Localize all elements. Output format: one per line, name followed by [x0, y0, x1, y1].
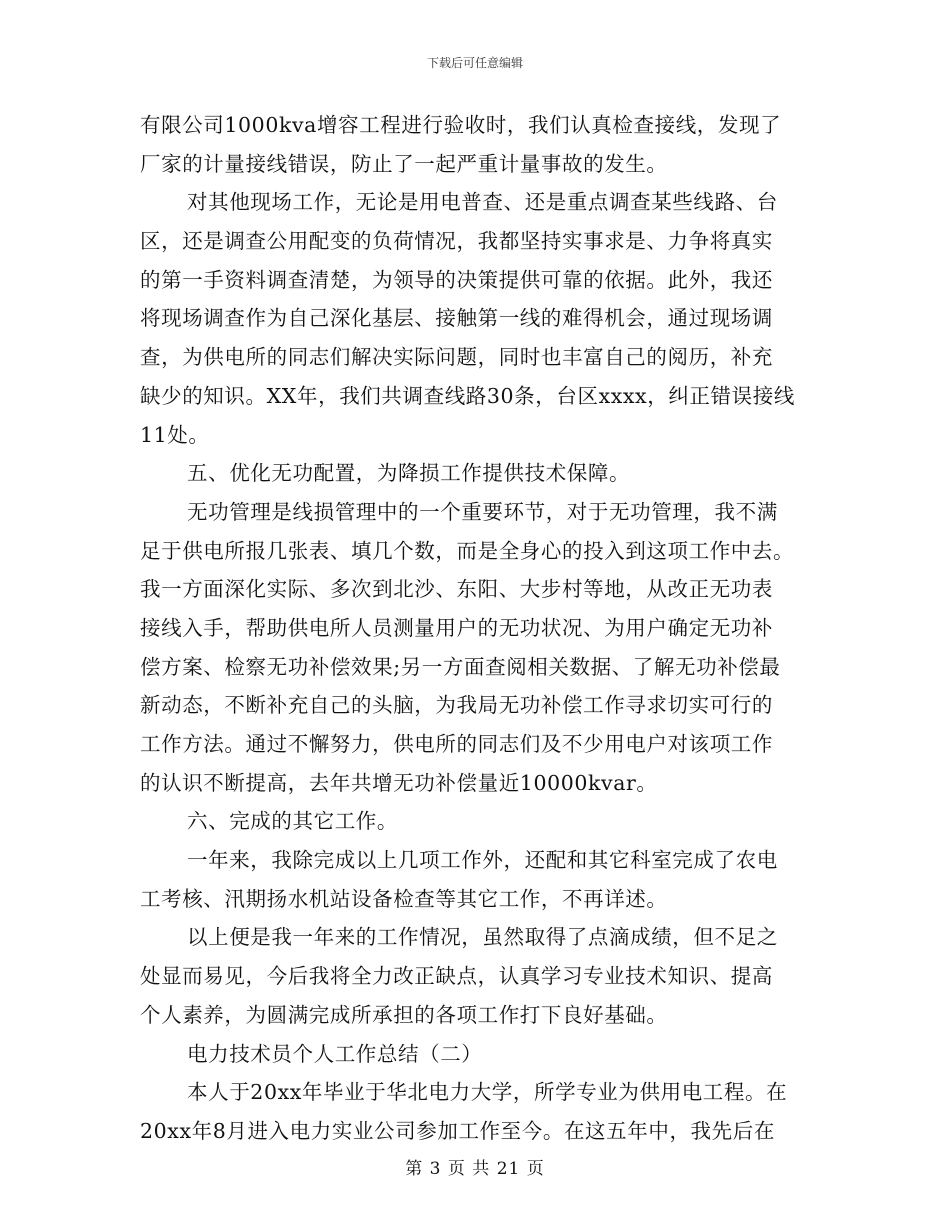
text-line: 11处。 — [140, 422, 210, 447]
text-line: 查，为供电所的同志们解决实际问题，同时也丰富自己的阅历，补充 — [140, 345, 773, 370]
text-line: 工考核、汛期扬水机站设备检查等其它工作，不再详述。 — [140, 886, 668, 911]
paragraph-start: 对其他现场工作，无论是用电普查、还是重点调查某些线路、台 — [187, 190, 778, 215]
section-heading: 五、优化无功配置，为降损工作提供技术保障。 — [187, 461, 631, 486]
text-line: 足于供电所报几张表、填几个数，而是全身心的投入到这项工作中去。 — [140, 538, 795, 563]
text-line: 有限公司1000kva增容工程进行验收时，我们认真检查接线，发现了 — [140, 113, 782, 137]
page-header: 下载后可任意编辑 — [426, 56, 523, 70]
section-heading: 六、完成的其它工作。 — [187, 809, 398, 834]
text-line: 接线入手，帮助供电所人员测量用户的无功状况、为用户确定无功补 — [140, 615, 773, 640]
text-line: 将现场调查作为自己深化基层、接触第一线的难得机会，通过现场调 — [140, 306, 773, 331]
text-line: 缺少的知识。XX年，我们共调查线路30条，台区xxxx，纠正错误接线 — [140, 383, 795, 408]
text-line: 区，还是调查公用配变的负荷情况，我都坚持实事求是、力争将真实 — [140, 229, 773, 254]
body-text — [140, 106, 820, 1151]
text-line: 新动态，不断补充自己的头脑，为我局无功补偿工作寻求切实可行的 — [140, 693, 773, 718]
text-line: 处显而易见，今后我将全力改正缺点，认真学习专业技术知识、提高 — [140, 964, 773, 989]
paragraph-start: 无功管理是线损管理中的一个重要环节，对于无功管理，我不满 — [187, 499, 778, 524]
paragraph-start: 本人于20xx年毕业于华北电力大学，所学专业为供用电工程。在 — [187, 1080, 788, 1105]
text-line: 我一方面深化实际、多次到北沙、东阳、大步村等地，从改正无功表 — [140, 577, 773, 602]
page-number-footer: 第 3 页 共 21 页 — [405, 1159, 545, 1179]
document-subtitle: 电力技术员个人工作总结（二） — [187, 1041, 483, 1066]
paragraph-start: 一年来，我除完成以上几项工作外，还配和其它科室完成了农电 — [187, 848, 778, 873]
paragraph-start: 以上便是我一年来的工作情况，虽然取得了点滴成绩，但不足之 — [187, 925, 778, 950]
text-line: 20xx年8月进入电力实业公司参加工作至今。在这五年中，我先后在 — [140, 1118, 775, 1143]
text-line: 偿方案、检察无功补偿效果;另一方面查阅相关数据、了解无功补偿最 — [140, 654, 781, 679]
text-line: 的认识不断提高，去年共增无功补偿量近10000kvar。 — [140, 770, 658, 795]
text-line: 的第一手资料调查清楚，为领导的决策提供可靠的依据。此外，我还 — [140, 267, 773, 292]
text-line: 工作方法。通过不懈努力，供电所的同志们及不少用电户对该项工作 — [140, 732, 773, 756]
text-line: 个人素养，为圆满完成所承担的各项工作打下良好基础。 — [140, 1002, 668, 1027]
text-line: 厂家的计量接线错误，防止了一起严重计量事故的发生。 — [140, 151, 668, 176]
